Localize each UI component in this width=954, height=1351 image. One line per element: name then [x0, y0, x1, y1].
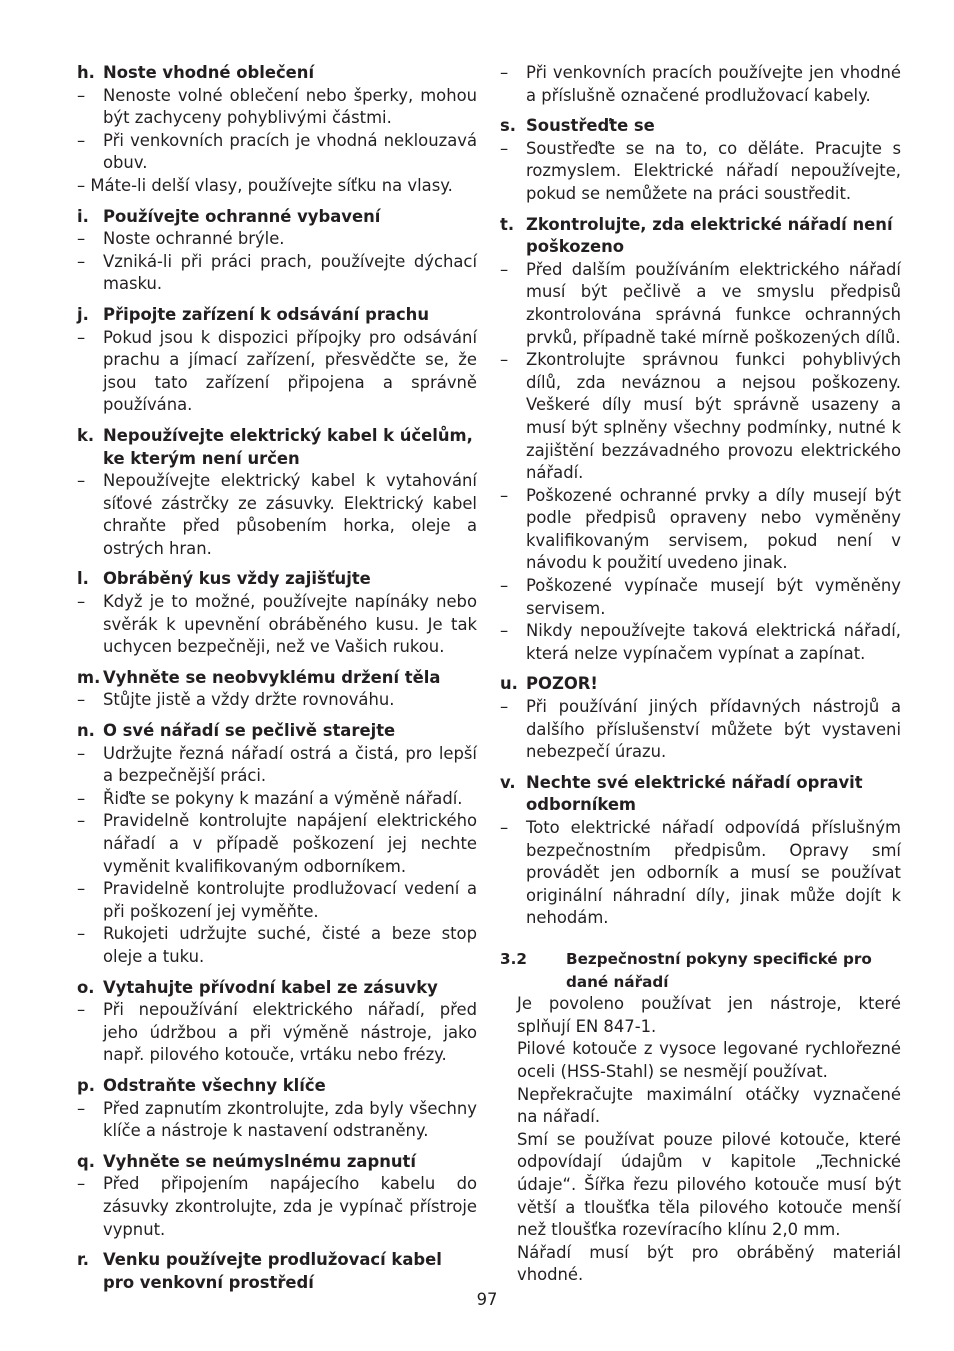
section-heading	[77, 667, 477, 690]
bullet-text: Při používání jiných přídavných nástrojů a dalšího příslušenství můžete být vystaveni nebezpečí úrazu.	[526, 697, 901, 762]
safety-section	[77, 304, 477, 417]
right-column	[500, 62, 901, 1287]
section-title: Bezpečnostní pokyny specifické pro dané nářadí	[566, 949, 872, 991]
safety-section	[500, 62, 901, 107]
bullet-text: Stůjte jistě a vždy držte rovnováhu.	[103, 690, 395, 710]
safety-section	[77, 425, 477, 561]
bullet-item	[77, 689, 477, 712]
section-heading	[500, 115, 901, 138]
section-heading	[77, 720, 477, 743]
section-letter: r.	[77, 1250, 89, 1270]
extra-note: – Máte-li delší vlasy, používejte síťku na vlasy.	[77, 175, 453, 195]
section-letter: o.	[77, 977, 95, 997]
safety-section	[77, 1151, 477, 1241]
dash-marker: –	[77, 879, 86, 899]
section-heading	[77, 62, 477, 85]
page-number: 97	[476, 1290, 498, 1309]
bullet-text: Toto elektrické nářadí odpovídá příslušným bezpečnostním předpisům. Opravy smí provádět jen odborník a musí se používat originální náhradní díly, jinak může dojít k nehodám.	[526, 818, 901, 928]
dash-marker: –	[77, 1098, 86, 1118]
safety-section	[77, 1075, 477, 1143]
section-heading	[77, 1075, 477, 1098]
safety-section	[500, 214, 901, 666]
dash-marker: –	[500, 697, 509, 717]
section-title: Obráběný kus vždy zajišťujte	[103, 569, 371, 589]
bullet-item	[77, 591, 477, 659]
dash-marker: –	[500, 621, 509, 641]
bullet-item	[77, 1098, 477, 1143]
bullet-text: Před připojením napájecího kabelu do zásuvky zkontrolujte, zda je vypínač přístroje vypnut.	[103, 1174, 477, 1239]
section-heading	[77, 1151, 477, 1174]
bullet-text: Udržujte řezná nářadí ostrá a čistá, pro lepší a bezpečnější práci.	[103, 743, 477, 786]
section-heading	[77, 568, 477, 591]
section-title: O své nářadí se pečlivě starejte	[103, 721, 396, 741]
bullet-item	[77, 85, 477, 130]
section-letter: l.	[77, 569, 89, 589]
bullet-text: Noste ochranné brýle.	[103, 229, 285, 249]
dash-marker: –	[77, 251, 86, 271]
bullet-item	[500, 817, 901, 930]
section-heading	[77, 425, 477, 470]
bullet-text: Vzniká-li při práci prach, používejte dýchací masku.	[103, 251, 477, 294]
section-heading	[500, 673, 901, 696]
section-letter: k.	[77, 425, 95, 445]
section-letter: p.	[77, 1075, 95, 1095]
dash-marker: –	[500, 138, 509, 158]
dash-marker: –	[500, 350, 509, 370]
bullet-item	[77, 470, 477, 560]
section-heading	[500, 214, 901, 259]
dash-marker: –	[77, 811, 86, 831]
bullet-text: Nepoužívejte elektrický kabel k vytahování síťové zástrčky ze zásuvky. Elektrický kabel chraňte před působením horka, oleje a ostrých hran.	[103, 471, 477, 558]
dash-marker: –	[77, 788, 86, 808]
dash-marker: –	[77, 592, 86, 612]
section-letter: v.	[500, 772, 516, 792]
bullet-item	[500, 575, 901, 620]
bullet-item	[77, 327, 477, 417]
bullet-item	[77, 788, 477, 811]
section-3-2	[500, 948, 901, 1287]
bullet-item	[500, 259, 901, 349]
section-letter: h.	[77, 63, 95, 82]
bullet-item	[77, 923, 477, 968]
bullet-item	[77, 810, 477, 878]
safety-section	[77, 720, 477, 969]
dash-marker: –	[500, 818, 509, 837]
bullet-text: Při venkovních pracích je vhodná neklouzavá obuv.	[103, 130, 477, 173]
safety-section	[500, 772, 901, 930]
section-heading	[77, 1249, 477, 1294]
bullet-text: Při venkovních pracích používejte jen vhodné a příslušně označené prodlužovací kabely.	[526, 63, 901, 105]
safety-section	[77, 667, 477, 712]
safety-section	[77, 568, 477, 658]
bullet-text: Když je to možné, používejte napínáky nebo svěrák k upevnění obráběného kusu. Je tak uchycen bezpečněji, než ve Vašich rukou.	[103, 592, 477, 657]
paragraph: Je povoleno používat jen nástroje, které splňují EN 847-1.	[517, 994, 901, 1036]
bullet-text: Před dalším používáním elektrického nářadí musí být pečlivě a ve smyslu předpisů zkontrolována správná funkce ochranných prvků, případně také mírně poškozených dílů.	[526, 259, 901, 347]
bullet-item	[77, 130, 477, 175]
section-letter: i.	[77, 206, 89, 226]
section-letter: j.	[77, 304, 89, 324]
dash-marker: –	[77, 85, 86, 105]
section-letter: n.	[77, 721, 95, 741]
section-letter: s.	[500, 116, 516, 136]
section-title: Vytahujte přívodní kabel ze zásuvky	[103, 977, 438, 997]
bullet-text: Řiďte se pokyny k mazání a výměně nářadí.	[103, 788, 463, 808]
bullet-item	[500, 62, 901, 107]
dash-marker: –	[77, 327, 86, 347]
bullet-text: Při nepoužívání elektrického nářadí, před jeho údržbou a při výměně nástroje, jako např. pilového kotouče, vrtáku nebo frézy.	[103, 1000, 477, 1065]
paragraph: Nepřekračujte maximální otáčky vyznačené na nářadí.	[517, 1084, 901, 1127]
section-heading	[500, 772, 901, 817]
bullet-text: Nenoste volné oblečení nebo šperky, mohou být zachyceny pohyblivými částmi.	[103, 85, 477, 128]
dash-marker: –	[500, 485, 509, 505]
section-title: Zkontrolujte, zda elektrické nářadí není poškozeno	[526, 214, 893, 257]
safety-section	[77, 1249, 477, 1294]
section-heading	[77, 977, 477, 1000]
bullet-text: Soustřeďte se na to, co děláte. Pracujte s rozmyslem. Elektrické nářadí nepoužívejte, pokud se nemůžete na práci soustředit.	[526, 138, 901, 203]
bullet-item	[500, 349, 901, 485]
section-title: POZOR!	[526, 674, 598, 694]
section-title: Vyhněte se neúmyslnému zapnutí	[103, 1151, 417, 1171]
safety-section	[500, 115, 901, 205]
dash-marker: –	[77, 924, 86, 944]
bullet-text: Před zapnutím zkontrolujte, zda byly všechny klíče a nástroje k nastavení odstraněny.	[103, 1098, 477, 1141]
bullet-text: Poškozené vypínače musejí být vyměněny servisem.	[526, 576, 901, 618]
section-title: Nechte své elektrické nářadí opravit odborníkem	[526, 772, 863, 815]
safety-section	[77, 206, 477, 296]
section-title: Připojte zařízení k odsávání prachu	[103, 304, 430, 324]
bullet-item	[500, 696, 901, 764]
bullet-text: Zkontrolujte správnou funkci pohyblivých dílů, zda neváznou a nejsou poškozeny. Veškeré díly musí být správně usazeny a musí být splněny všechny podmínky, nutné k zajištění bezzávadného provozu elektrického nářadí.	[526, 350, 901, 483]
bullet-text: Pravidelně kontrolujte prodlužovací vedení a při poškození jej vyměňte.	[103, 879, 477, 921]
bullet-text: Pokud jsou k dispozici přípojky pro odsávání prachu a jímací zařízení, přesvědčte se, že jsou tato zařízení připojena a správně používána.	[103, 327, 477, 415]
bullet-item	[77, 999, 477, 1067]
section-letter: m.	[77, 667, 101, 687]
section-title: Nepoužívejte elektrický kabel k účelům, ke kterým není určen	[103, 425, 473, 468]
bullet-item	[77, 743, 477, 788]
dash-marker: –	[77, 130, 86, 150]
section-title: Soustřeďte se	[526, 116, 655, 136]
paragraph: Pilové kotouče z vysoce legované rychlořezné oceli (HSS-Stahl) se nesmějí používat.	[517, 1039, 901, 1081]
section-letter: t.	[500, 214, 515, 234]
section-3-2-heading	[500, 948, 901, 993]
bullet-item	[77, 1173, 477, 1241]
dash-marker: –	[500, 63, 509, 82]
safety-section	[500, 673, 901, 763]
bullet-item	[77, 228, 477, 251]
section-letter: q.	[77, 1151, 95, 1171]
bullet-item	[500, 485, 901, 575]
bullet-item	[500, 620, 901, 665]
paragraph: Nářadí musí být pro obráběný materiál vhodné.	[517, 1242, 901, 1285]
bullet-item	[77, 251, 477, 296]
dash-marker: –	[77, 1174, 86, 1194]
section-title: Venku používejte prodlužovací kabel pro venkovní prostředí	[103, 1250, 442, 1292]
section-title: Vyhněte se neobvyklému držení těla	[103, 667, 441, 687]
right-sections	[500, 62, 901, 930]
dash-marker: –	[77, 690, 86, 710]
dash-marker: –	[77, 1000, 86, 1020]
left-column	[77, 62, 477, 1302]
bullet-text: Nikdy nepoužívejte taková elektrická nářadí, která nelze vypínačem vypínat a zapínat.	[526, 621, 901, 663]
section-title: Odstraňte všechny klíče	[103, 1075, 326, 1095]
bullet-text: Poškozené ochranné prvky a díly musejí být podle předpisů opraveny nebo vyměněny kvalifikovaným servisem, pokud není v návodu k použití uvedeno jinak.	[526, 485, 901, 573]
safety-section	[77, 977, 477, 1067]
section-heading	[77, 206, 477, 229]
dash-marker: –	[500, 576, 509, 596]
dash-marker: –	[77, 229, 86, 249]
section-letter: u.	[500, 674, 518, 694]
bullet-text: Pravidelně kontrolujte napájení elektrického nářadí a v případě poškození jej nechte vyměnit kvalifikovaným odborníkem.	[103, 811, 477, 876]
bullet-text: Rukojeti udržujte suché, čisté a beze stop oleje a tuku.	[103, 924, 477, 966]
bullet-item	[500, 138, 901, 206]
section-title: Používejte ochranné vybavení	[103, 206, 381, 226]
paragraph: Smí se používat pouze pilové kotouče, které odpovídají údajům v kapitole „Technické údaje“. Šířka řezu pilového kotouče musí být větší a tloušťka těla pilového kotouče menší než tloušťka rozevíracího klínu 2,0 mm.	[517, 1129, 901, 1240]
section-heading	[77, 304, 477, 327]
dash-marker: –	[77, 471, 86, 491]
section-title: Noste vhodné oblečení	[103, 63, 315, 82]
bullet-item	[77, 878, 477, 923]
dash-marker: –	[500, 259, 509, 279]
dash-marker: –	[77, 743, 86, 763]
safety-section	[77, 62, 477, 198]
section-number: 3.2	[500, 949, 527, 968]
